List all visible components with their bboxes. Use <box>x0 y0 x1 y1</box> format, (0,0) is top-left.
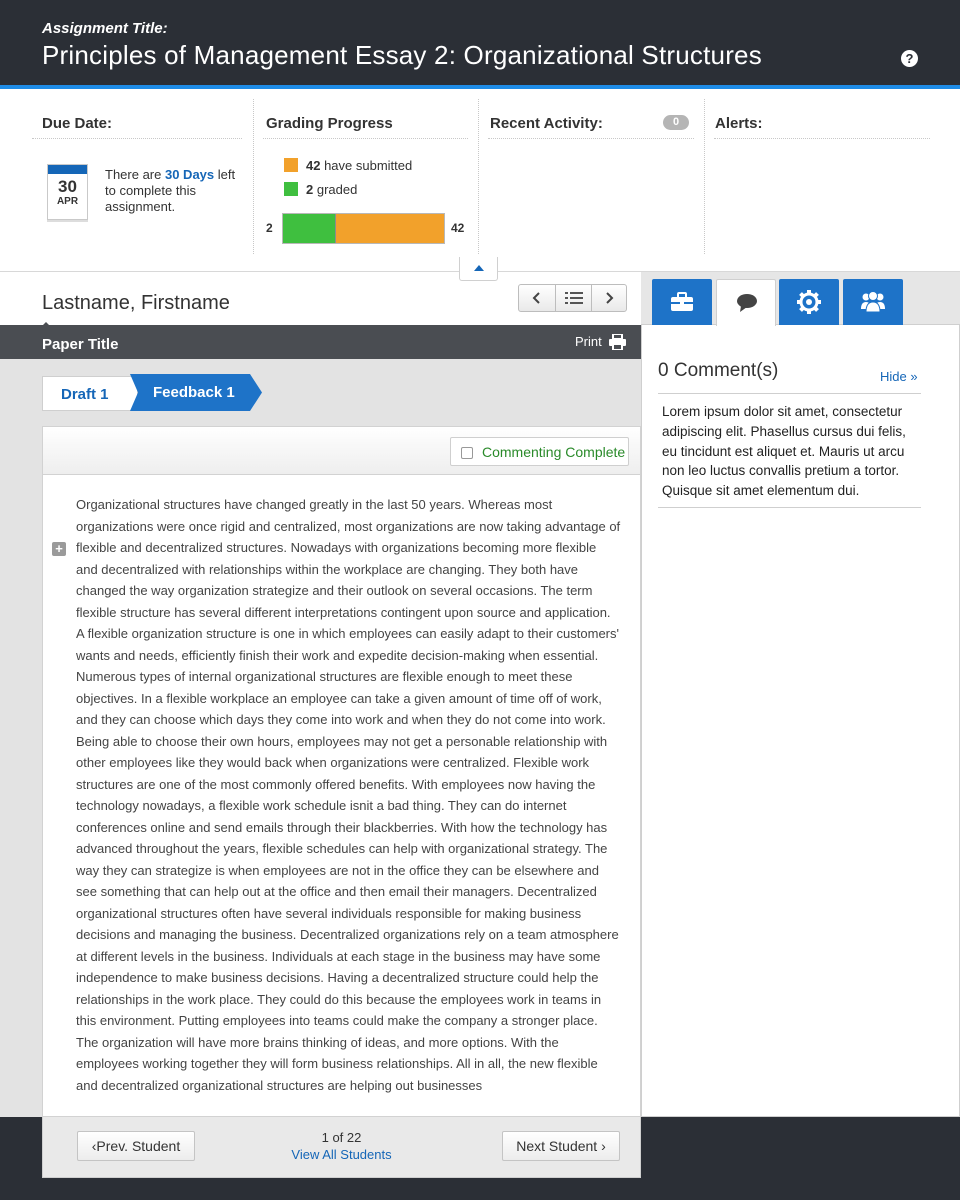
tab-feedback-label: Feedback 1 <box>153 384 235 401</box>
divider <box>253 99 254 254</box>
submitted-legend <box>306 158 412 173</box>
divider <box>658 507 921 508</box>
print-button[interactable]: Print <box>575 334 602 349</box>
student-nav-group <box>518 284 627 312</box>
divider <box>658 393 921 394</box>
gear-icon <box>797 290 821 314</box>
grading-progress-heading: Grading Progress <box>266 115 393 132</box>
collapse-info-toggle[interactable] <box>459 257 498 281</box>
submitted-legend-swatch <box>284 158 298 172</box>
calendar-month: APR <box>56 196 79 207</box>
graded-bar-segment <box>283 214 336 243</box>
tab-briefcase[interactable] <box>652 279 712 325</box>
comment-icon <box>736 293 758 313</box>
due-text-before: There are <box>105 167 165 182</box>
graded-label: graded <box>313 182 358 197</box>
help-icon[interactable]: ? <box>901 50 918 67</box>
divider <box>263 138 468 139</box>
alerts-heading: Alerts: <box>715 115 763 132</box>
checkbox-icon[interactable] <box>461 447 473 459</box>
tab-comments[interactable] <box>716 279 776 326</box>
essay-text: Organizational structures have changed greatly in the last 50 years. Whereas most organizations were once rigid and centralized, most organizations are now taking advantage of flexible and decentralized structures. Nowadays with organizations becoming more flexible and decentralized with relationships within the workplace are changing. They both have changed the way organization strategize and their outlook on several occasions. The term flexible structure has several different interpretations contingent upon source and application. A flexible organization structure is one in which employees can easily adapt to their customers' wants and needs, efficiently finish their work and expedite decision-making when essential. Numerous types of internal organizational structures are flexible enough to meet these objectives. In a flexible workplace an employee can take a given amount of time off of work, and they can choose which days they come into work and when they do not come into work. Being able to choose their own hours, employees may not get a personable relationship with other employees like they would back when organizations were centralized. Flexible work structures are one of the most commonly offered benefits. With employees now having the technology nowadays, a flexible work schedule isnit a bad thing. They can do internet conferences online and send emails through their blackberries. With how the technology has advanced throughout the years, flexible schedules can help with organizational strategy. The way they can strategize is when employees are not in the office they can be elsewhere and see something that can help out at the office and then email their managers. Decentralized organizational structures often have several individuals responsible for making business decisions and managing the business. Decentralized organizations rely on a team atmosphere at different levels in the business. Individuals at each stage in the business may have some independence to make business decisions. Having a decentralized structure could help the relationships in the work place. They could do this because the employees work in teams in this environment. Putting employees into teams could make the company a stronger place. The organization will have more brains thinking of ideas, and more options. With the employees working together they will form business relationships. All in all, the new flexible and decentralized organizational structures are helping out businesses <box>76 497 621 1093</box>
next-student-button[interactable] <box>592 285 626 311</box>
graded-legend-swatch <box>284 182 298 196</box>
previous-student-button[interactable] <box>519 285 556 311</box>
divider <box>704 99 705 254</box>
progress-min-label: 2 <box>266 221 273 235</box>
student-pager <box>42 1117 641 1178</box>
divider <box>32 138 242 139</box>
printer-icon[interactable] <box>609 334 626 350</box>
tab-draft-1[interactable]: Draft 1 <box>42 376 138 411</box>
due-date-text <box>105 167 245 215</box>
submitted-count: 42 <box>306 158 321 173</box>
document-toolbar <box>43 427 640 475</box>
tab-users[interactable] <box>843 279 903 325</box>
due-date-heading: Due Date: <box>42 115 113 132</box>
add-comment-icon[interactable]: + <box>52 542 66 556</box>
divider <box>714 138 930 139</box>
graded-legend <box>306 182 357 197</box>
prev-student-button[interactable]: ‹Prev. Student <box>77 1131 195 1161</box>
submitted-label: have submitted <box>320 158 413 173</box>
grading-progress-bar <box>282 213 445 244</box>
list-icon <box>565 291 583 305</box>
activity-count-badge: 0 <box>663 115 689 130</box>
commenting-complete-label: Commenting Complete <box>482 444 626 460</box>
graded-count: 2 <box>306 182 314 197</box>
users-icon <box>861 291 885 313</box>
recent-activity-heading: Recent Activity: <box>490 115 603 132</box>
view-all-students-link[interactable]: View All Students <box>291 1147 392 1162</box>
commenting-complete-checkbox[interactable] <box>450 437 629 466</box>
chevron-right-icon <box>604 292 614 304</box>
chevron-up-icon <box>474 265 484 271</box>
progress-max-label: 42 <box>451 221 465 235</box>
hide-comments-link[interactable]: Hide » <box>880 369 918 384</box>
calendar-day: 30 <box>58 177 77 196</box>
assignment-title: Principles of Management Essay 2: Organizational Structures <box>42 40 762 70</box>
pointer-notch <box>40 322 52 328</box>
comments-count-title: 0 Comment(s) <box>658 360 779 381</box>
divider <box>478 99 479 254</box>
briefcase-icon <box>671 292 693 312</box>
next-student-footer-button[interactable]: Next Student › <box>502 1131 620 1161</box>
student-position: 1 of 22 <box>321 1130 362 1145</box>
paper-title: Paper Title <box>42 336 119 353</box>
chevron-left-icon <box>532 292 542 304</box>
student-list-button[interactable] <box>556 285 592 311</box>
assignment-label: Assignment Title: <box>42 20 168 37</box>
divider <box>488 138 694 139</box>
submitted-bar-segment <box>336 214 444 243</box>
tab-settings[interactable] <box>779 279 839 325</box>
comment-text: Lorem ipsum dolor sit amet, consectetur adipiscing elit. Phasellus cursus dui felis, eu tincidunt est aliquet et. Mauris ut arcu non leo luctus convallis pretium a tortor. Quisque sit amet elementum dui. <box>662 404 906 499</box>
days-remaining: 30 Days <box>164 167 215 182</box>
due-text-after: left to complete this assignment. <box>105 167 236 214</box>
calendar-icon <box>47 164 88 220</box>
student-name: Lastname, Firstname <box>42 292 230 314</box>
